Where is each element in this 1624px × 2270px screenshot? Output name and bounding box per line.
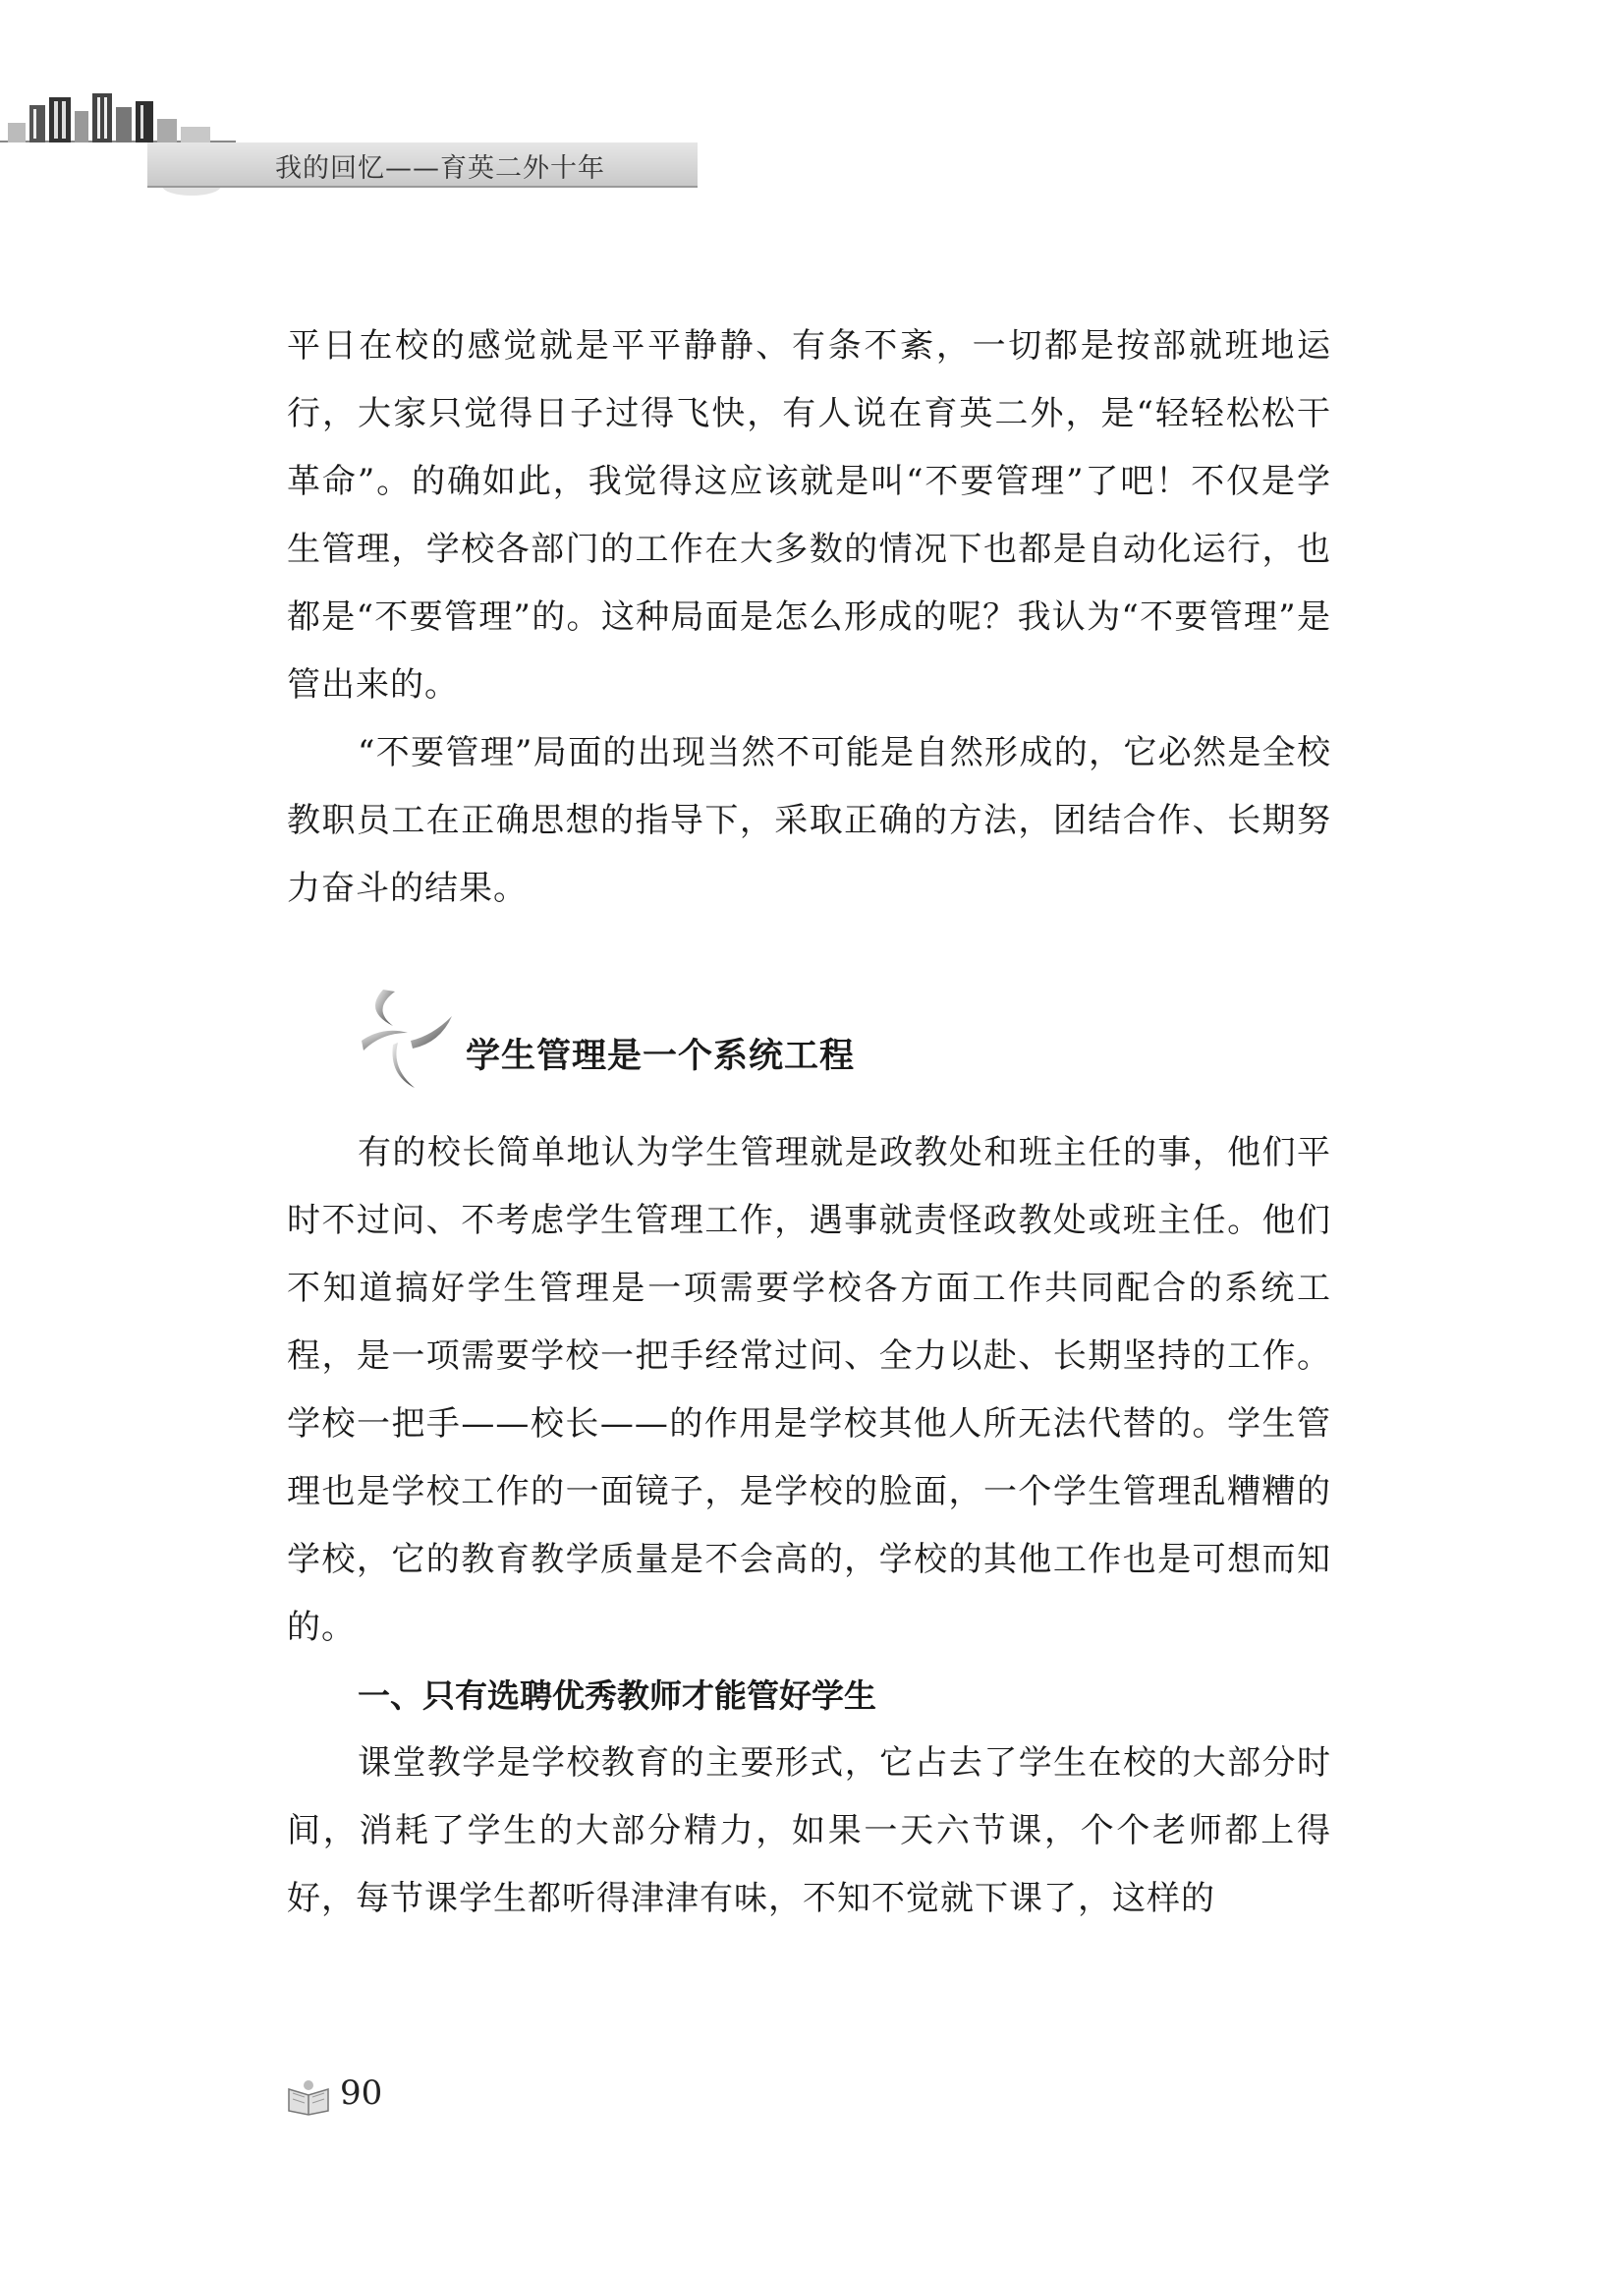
open-book-icon bbox=[285, 2077, 332, 2117]
body-paragraph: 有的校长简单地认为学生管理就是政教处和班主任的事，他们平时不过问、不考虑学生管理工作，遇事就责怪政教处或班主任。他们不知道搞好学生管理是一项需要学校各方面工作共同配合的系统工程，是一项需要学校一把手经常过问、全力以赴、长期坚持的工作。学校一把手——校长——的作用是学校其他人所无法代替的。学生管理也是学校工作的一面镜子，是学校的脸面，一个学生管理乱糟糟的学校，它的教育教学质量是不会高的，学校的其他工作也是可想而知的。 bbox=[287, 1133, 1331, 1647]
swirl-ornament-icon bbox=[354, 982, 462, 1090]
body-paragraph: “不要管理”局面的出现当然不可能是自然形成的，它必然是全校教职员工在正确思想的指导下，采取正确的方法，团结合作、长期努力奋斗的结果。 bbox=[287, 733, 1331, 908]
section-heading bbox=[287, 982, 1331, 1100]
header-title: 我的回忆——育英二外十年 bbox=[275, 153, 605, 184]
subheading: 一、只有选聘优秀教师才能管好学生 bbox=[358, 1676, 876, 1715]
body-paragraph: 平日在校的感觉就是平平静静、有条不紊，一切都是按部就班地运行，大家只觉得日子过得飞快，有人说在育英二外，是“轻轻松松干革命”。的确如此，我觉得这应该就是叫“不要管理”了吧！不仅是学生管理，学校各部门的工作在大多数的情况下也都是自动化运行，也都是“不要管理”的。这种局面是怎么形成的呢？我认为“不要管理”是管出来的。 bbox=[287, 326, 1331, 705]
page-number: 90 bbox=[340, 2073, 383, 2113]
running-header bbox=[0, 93, 698, 231]
page-body bbox=[287, 312, 1331, 1933]
section-title: 学生管理是一个系统工程 bbox=[466, 1036, 856, 1076]
body-paragraph: 课堂教学是学校教育的主要形式，它占去了学生在校的大部分时间，消耗了学生的大部分精力，如果一天六节课，个个老师都上得好，每节课学生都听得津津有味，不知不觉就下课了，这样的 bbox=[287, 1743, 1331, 1918]
